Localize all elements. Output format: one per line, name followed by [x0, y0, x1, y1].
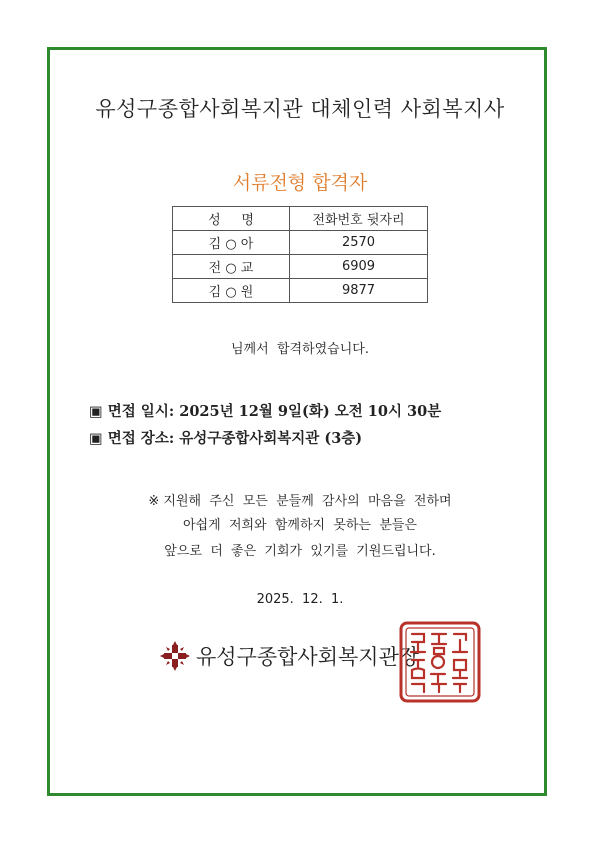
table-header-row	[173, 207, 428, 231]
document-title: 유성구종합사회복지관 대체인력 사회복지사	[95, 97, 505, 121]
notice-line: 앞으로 더 좋은 기회가 있기를 기원드립니다.	[164, 544, 436, 559]
table-header-phone: 전화번호 뒷자리	[290, 207, 428, 231]
interview-time: ▣ 면접 일시: 2025년 12월 9일(화) 오전 10시 30분	[89, 403, 442, 420]
result-table	[172, 206, 428, 303]
document-subtitle: 서류전형 합격자	[232, 172, 368, 194]
applicant-name: 전 ○ 교	[173, 255, 290, 279]
applicant-phone: 6909	[290, 255, 428, 279]
applicant-name: 김 ○ 아	[173, 231, 290, 255]
interview-place: ▣ 면접 장소: 유성구종합사회복지관 (3층)	[89, 430, 363, 447]
notice-line: 아쉽게 저희와 함께하지 못하는 분들은	[183, 518, 417, 533]
caritas-logo-icon	[160, 641, 190, 671]
pass-message: 님께서 합격하였습니다.	[231, 342, 369, 357]
table-row	[173, 279, 428, 303]
applicant-phone: 2570	[290, 231, 428, 255]
applicant-name: 김 ○ 원	[173, 279, 290, 303]
organization-signature	[160, 641, 419, 671]
issue-date: 2025. 12. 1.	[256, 592, 344, 607]
organization-name: 유성구종합사회복지관장	[196, 645, 420, 669]
table-header-name: 성 명	[173, 207, 290, 231]
official-seal-icon	[398, 620, 482, 704]
notice-line: ※ 지원해 주신 모든 분들께 감사의 마음을 전하며	[148, 494, 452, 509]
table-row	[173, 231, 428, 255]
applicant-phone: 9877	[290, 279, 428, 303]
table-row	[173, 255, 428, 279]
